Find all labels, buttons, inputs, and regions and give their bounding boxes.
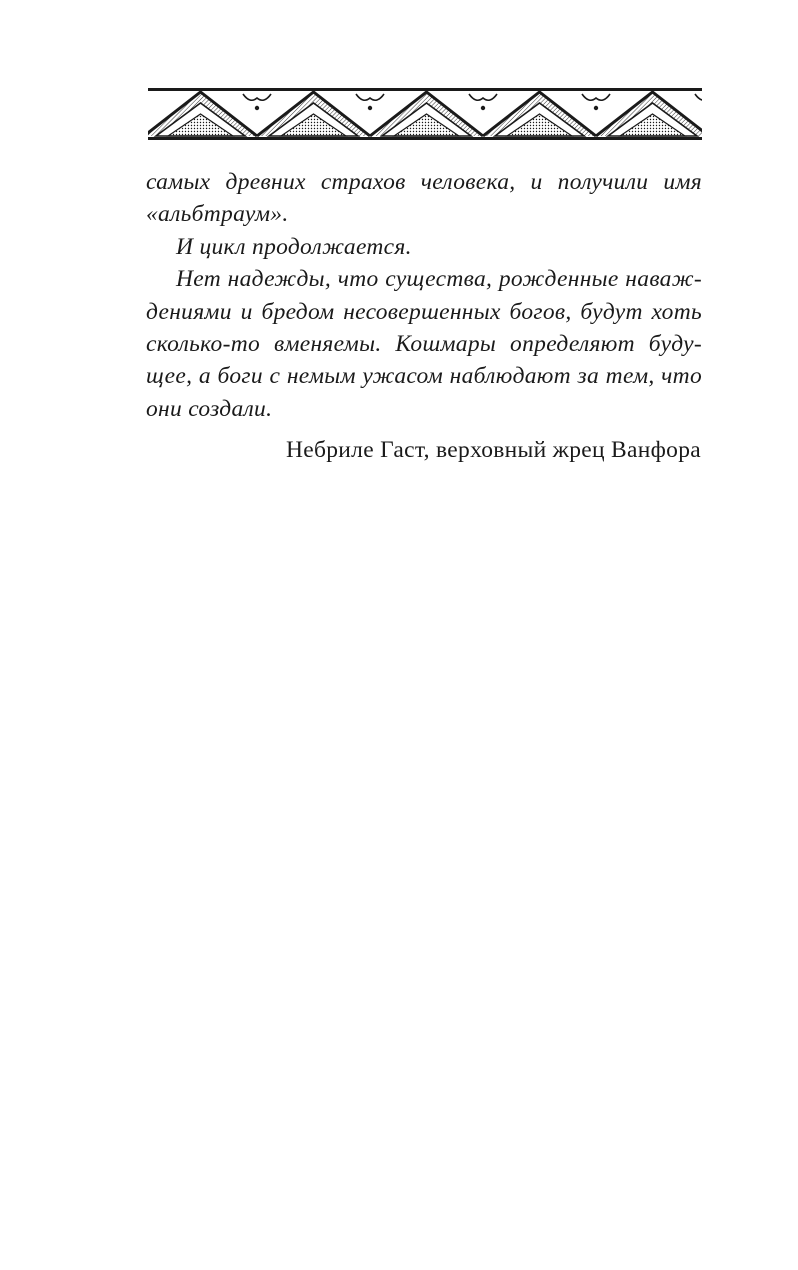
paragraph-line: И цикл продолжается. <box>176 233 412 260</box>
paragraph-line: дениями и бредом несовершенных богов, будут хоть <box>146 298 702 325</box>
ornamental-border-icon <box>148 88 702 140</box>
paragraph-line: они создали. <box>146 395 273 422</box>
paragraph-line: «альбтраум». <box>146 201 289 228</box>
epigraph-text <box>146 166 702 425</box>
paragraph-line: сколько-то вменяемы. Кошмары определяют буду- <box>146 330 702 357</box>
paragraph-line: самых древних страхов человека, и получили имя <box>146 169 702 195</box>
paragraph-line: Нет надежды, что существа, рожденные наваж- <box>176 266 702 293</box>
paragraph-line: щее, а боги с немым ужасом наблюдают за тем, что <box>146 363 702 390</box>
epigraph-attribution: Небриле Гаст, верховный жрец Ванфора <box>286 437 701 463</box>
